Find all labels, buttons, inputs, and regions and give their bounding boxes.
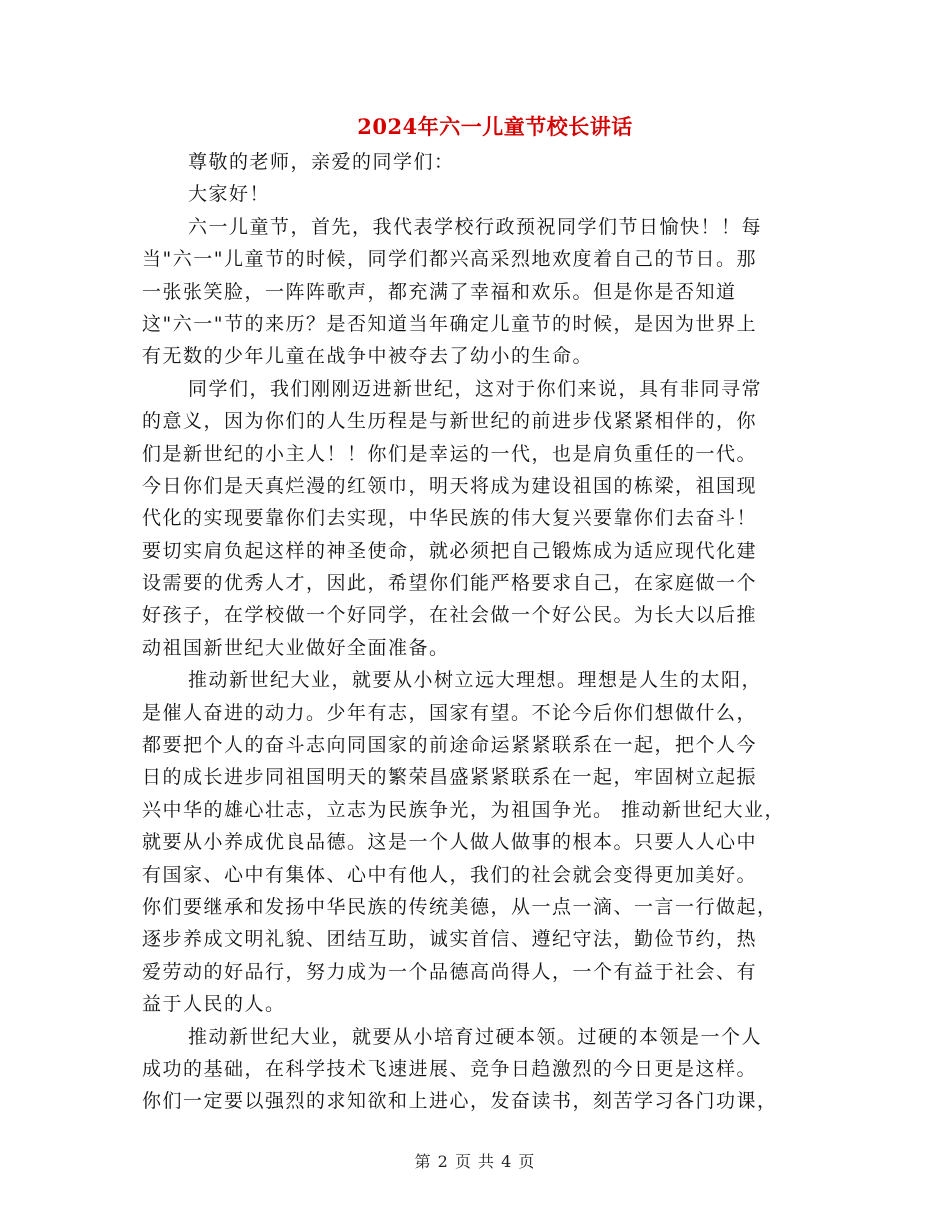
text-line: 逐步养成文明礼貌、团结互助，诚实首信、遵纪守法，勤俭节约，热: [142, 928, 758, 951]
text-line: 动祖国新世纪大业做好全面准备。: [142, 636, 450, 659]
text-line: 益于人民的人。: [142, 993, 286, 1016]
text-line: 当"六一"儿童节的时候，同学们都兴高采烈地欢度着自己的节日。那: [142, 248, 757, 271]
text-line: 推动新世纪大业，就要从小树立远大理想。理想是人生的太阳，: [188, 669, 763, 692]
text-line: 这"六一"节的来历？是否知道当年确定儿童节的时候，是因为世界上: [142, 312, 757, 335]
text-line: 推动新世纪大业，就要从小培育过硬本领。过硬的本领是一个人: [188, 1025, 763, 1048]
document-body: [142, 146, 822, 1118]
text-line: 日的成长进步同祖国明天的繁荣昌盛紧紧联系在一起，牢固树立起振: [142, 766, 758, 789]
text-line: 今日你们是天真烂漫的红领巾，明天将成为建设祖国的栋梁，祖国现: [142, 474, 758, 497]
page-footer: 第 2 页 共 4 页: [414, 1152, 536, 1171]
text-line: 的意义，因为你们的人生历程是与新世纪的前进步伐紧紧相伴的，你: [142, 410, 758, 433]
text-line: 代化的实现要靠你们去实现，中华民族的伟大复兴要靠你们去奋斗！: [142, 507, 758, 530]
text-line: 好孩子，在学校做一个好同学，在社会做一个好公民。为长大以后推: [142, 604, 758, 627]
text-line: 六一儿童节，首先，我代表学校行政预祝同学们节日愉快！！每: [188, 215, 763, 238]
text-line: 设需要的优秀人才，因此，希望你们能严格要求自己，在家庭做一个: [142, 572, 758, 595]
text-line: 你们要继承和发扬中华民族的传统美德，从一点一滴、一言一行做起，: [142, 895, 778, 918]
text-line: 要切实肩负起这样的神圣使命，就必须把自己锻炼成为适应现代化建: [142, 539, 758, 562]
text-line: 有无数的少年儿童在战争中被夺去了幼小的生命。: [142, 345, 594, 368]
text-line: 就要从小养成优良品德。这是一个人做人做事的根本。只要人人心中: [142, 831, 758, 854]
document-title: 2024年六一儿童节校长讲话: [357, 114, 633, 139]
text-line: 是催人奋进的动力。少年有志，国家有望。不论今后你们想做什么，: [142, 701, 758, 724]
text-line: 兴中华的雄心壮志，立志为民族争光，为祖国争光。 推动新世纪大业，: [142, 798, 786, 821]
text-line: 同学们，我们刚刚迈进新世纪，这对于你们来说，具有非同寻常: [188, 377, 763, 400]
text-line: 有国家、心中有集体、心中有他人，我们的社会就会变得更加美好。: [142, 863, 758, 886]
text-line: 尊敬的老师，亲爱的同学们：: [188, 151, 455, 173]
text-line: 都要把个人的奋斗志向同国家的前途命运紧紧联系在一起，把个人今: [142, 734, 758, 757]
text-line: 你们一定要以强烈的求知欲和上进心，发奋读书，刻苦学习各门功课，: [142, 1090, 778, 1113]
text-line: 一张张笑脸，一阵阵歌声，都充满了幸福和欢乐。但是你是否知道: [142, 280, 737, 303]
text-line: 爱劳动的好品行，努力成为一个品德高尚得人，一个有益于社会、有: [142, 960, 758, 983]
text-line: 们是新世纪的小主人！！你们是幸运的一代，也是肩负重任的一代。: [142, 442, 758, 465]
text-line: 大家好！: [188, 183, 271, 206]
text-line: 成功的基础，在科学技术飞速进展、竞争日趋激烈的今日更是这样。: [142, 1057, 758, 1080]
